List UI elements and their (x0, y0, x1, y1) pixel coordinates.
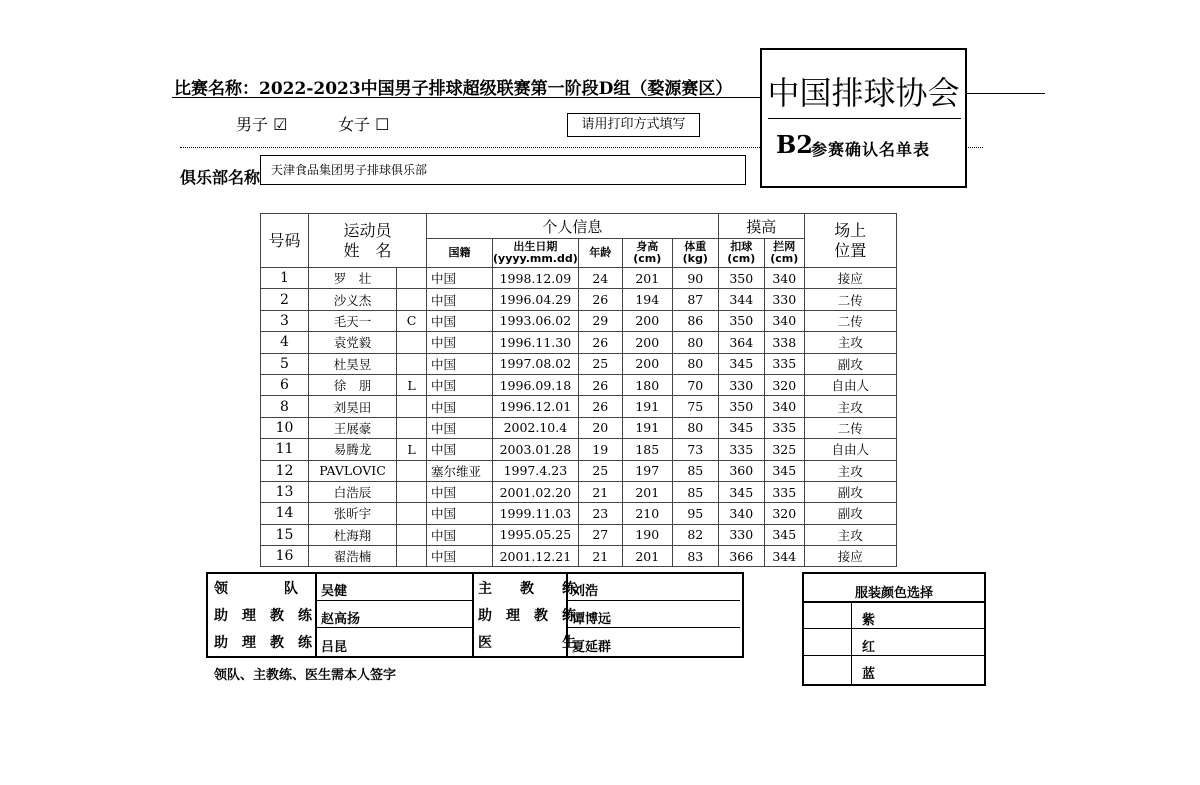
leader-label: 领 队 (214, 581, 298, 597)
header-nationality: 国籍 (427, 239, 493, 268)
header-block-label: 拦网 (773, 240, 796, 253)
header-weight-unit: (kg) (682, 252, 708, 265)
assistant-coach-name[interactable]: 谭博远 (572, 612, 612, 627)
player-height: 185 (622, 439, 672, 460)
player-block-reach: 338 (764, 332, 804, 353)
player-name: 毛天一 (309, 310, 397, 331)
player-number: 14 (261, 503, 309, 524)
player-block-reach: 340 (764, 396, 804, 417)
player-weight: 85 (672, 481, 718, 502)
player-age: 26 (578, 289, 622, 310)
player-role (397, 396, 427, 417)
staff-box (206, 572, 744, 658)
header-block-unit: (cm) (770, 252, 799, 265)
player-position: 副攻 (804, 353, 896, 374)
color-option-blue[interactable]: 蓝 (862, 667, 876, 682)
header-rule-right (965, 93, 1045, 94)
player-name: 袁党毅 (309, 332, 397, 353)
doctor-label: 医 生 (478, 635, 576, 651)
player-birth-date: 1993.06.02 (493, 310, 579, 331)
player-nationality: 中国 (427, 481, 493, 502)
color-option-red[interactable]: 红 (862, 640, 876, 655)
player-weight: 80 (672, 332, 718, 353)
player-name: PAVLOVIC (309, 460, 397, 481)
header-spike-label: 扣球 (730, 240, 753, 253)
assistant-coach-name[interactable]: 吕昆 (321, 640, 348, 655)
color-divider (804, 628, 984, 629)
player-block-reach: 335 (764, 353, 804, 374)
form-name: 参赛确认名单表 (811, 140, 931, 159)
player-height: 190 (622, 524, 672, 545)
header-athlete-line2: 姓 名 (343, 240, 392, 260)
player-birth-date: 1996.12.01 (493, 396, 579, 417)
player-number: 1 (261, 268, 309, 289)
player-height: 191 (622, 396, 672, 417)
player-birth-date: 1995.05.25 (493, 524, 579, 545)
player-number: 8 (261, 396, 309, 417)
player-weight: 83 (672, 546, 718, 567)
header-height (622, 239, 672, 268)
dotted-separator (180, 147, 760, 148)
player-block-reach: 320 (764, 374, 804, 395)
player-position: 接应 (804, 546, 896, 567)
player-role (397, 460, 427, 481)
player-name: 沙义杰 (309, 289, 397, 310)
staff-row-line (317, 627, 472, 628)
player-age: 19 (578, 439, 622, 460)
header-personal-info: 个人信息 (427, 214, 719, 239)
table-row (261, 353, 897, 374)
player-nationality: 中国 (427, 374, 493, 395)
player-weight: 90 (672, 268, 718, 289)
player-height: 200 (622, 353, 672, 374)
header-birth (493, 239, 579, 268)
player-spike-reach: 360 (718, 460, 764, 481)
player-age: 21 (578, 481, 622, 502)
player-block-reach: 335 (764, 481, 804, 502)
player-birth-date: 1997.4.23 (493, 460, 579, 481)
player-spike-reach: 345 (718, 353, 764, 374)
header-birth-format: (yyyy.mm.dd) (493, 252, 578, 265)
player-age: 25 (578, 460, 622, 481)
staff-row-line (568, 600, 740, 601)
player-age: 26 (578, 396, 622, 417)
player-height: 201 (622, 546, 672, 567)
header-athlete (309, 214, 427, 268)
player-nationality: 塞尔维亚 (427, 460, 493, 481)
player-role: L (397, 374, 427, 395)
player-role (397, 417, 427, 438)
table-row (261, 417, 897, 438)
header-position (804, 214, 896, 268)
player-position: 二传 (804, 310, 896, 331)
player-spike-reach: 344 (718, 289, 764, 310)
player-number: 6 (261, 374, 309, 395)
player-role (397, 332, 427, 353)
player-height: 201 (622, 268, 672, 289)
player-nationality: 中国 (427, 417, 493, 438)
player-spike-reach: 345 (718, 417, 764, 438)
player-spike-reach: 350 (718, 310, 764, 331)
player-number: 16 (261, 546, 309, 567)
table-row (261, 374, 897, 395)
player-block-reach: 325 (764, 439, 804, 460)
player-role (397, 546, 427, 567)
assistant-coach-label: 助 理 教 练 (214, 635, 312, 651)
player-position: 主攻 (804, 332, 896, 353)
player-position: 二传 (804, 417, 896, 438)
uniform-color-title: 服装颜色选择 (854, 586, 933, 601)
gender-male-checkbox[interactable]: 男子 ☑ (236, 115, 288, 134)
player-spike-reach: 350 (718, 396, 764, 417)
player-weight: 85 (672, 460, 718, 481)
table-row (261, 396, 897, 417)
player-number: 12 (261, 460, 309, 481)
leader-name[interactable]: 吴健 (321, 584, 348, 599)
player-block-reach: 330 (764, 289, 804, 310)
association-box (760, 48, 967, 188)
player-number: 11 (261, 439, 309, 460)
player-weight: 95 (672, 503, 718, 524)
player-role (397, 289, 427, 310)
player-nationality: 中国 (427, 396, 493, 417)
player-spike-reach: 335 (718, 439, 764, 460)
doctor-name[interactable]: 夏延群 (572, 640, 612, 655)
header-height-unit: (cm) (633, 252, 662, 265)
player-number: 15 (261, 524, 309, 545)
player-name: 白浩辰 (309, 481, 397, 502)
player-weight: 82 (672, 524, 718, 545)
player-age: 26 (578, 374, 622, 395)
player-position: 主攻 (804, 460, 896, 481)
player-position: 副攻 (804, 481, 896, 502)
table-row (261, 481, 897, 502)
player-birth-date: 1996.09.18 (493, 374, 579, 395)
player-birth-date: 2002.10.4 (493, 417, 579, 438)
title-underline (172, 97, 760, 98)
assistant-coach-label: 助 理 教 练 (214, 608, 312, 624)
header-reach: 摸高 (718, 214, 804, 239)
player-weight: 87 (672, 289, 718, 310)
header-weight-label: 体重 (684, 240, 707, 253)
uniform-color-box (802, 572, 986, 686)
roster-body (261, 268, 897, 567)
player-number: 2 (261, 289, 309, 310)
player-role: L (397, 439, 427, 460)
player-weight: 70 (672, 374, 718, 395)
header-athlete-line1: 运动员 (343, 220, 392, 240)
roster-table (260, 213, 897, 567)
player-name: 王展豪 (309, 417, 397, 438)
player-nationality: 中国 (427, 503, 493, 524)
head-coach-label: 主 教 练 (478, 581, 576, 597)
player-weight: 75 (672, 396, 718, 417)
player-birth-date: 1999.11.03 (493, 503, 579, 524)
table-row (261, 310, 897, 331)
color-option-purple[interactable]: 紫 (862, 613, 876, 628)
player-role (397, 503, 427, 524)
player-weight: 80 (672, 353, 718, 374)
player-spike-reach: 330 (718, 524, 764, 545)
player-name: 杜昊昱 (309, 353, 397, 374)
header-number: 号码 (261, 214, 309, 268)
player-nationality: 中国 (427, 332, 493, 353)
header-age: 年龄 (578, 239, 622, 268)
player-role (397, 524, 427, 545)
player-weight: 73 (672, 439, 718, 460)
player-birth-date: 2001.12.21 (493, 546, 579, 567)
table-row (261, 460, 897, 481)
player-height: 180 (622, 374, 672, 395)
color-divider (804, 601, 984, 603)
table-row (261, 546, 897, 567)
player-age: 23 (578, 503, 622, 524)
player-block-reach: 345 (764, 524, 804, 545)
player-name: 罗 壮 (309, 268, 397, 289)
table-row (261, 289, 897, 310)
header-spike-unit: (cm) (727, 252, 756, 265)
player-role: C (397, 310, 427, 331)
player-nationality: 中国 (427, 439, 493, 460)
player-spike-reach: 340 (718, 503, 764, 524)
player-role (397, 268, 427, 289)
header-weight (672, 239, 718, 268)
header-height-label: 身高 (636, 240, 659, 253)
player-role (397, 481, 427, 502)
player-name: 刘昊田 (309, 396, 397, 417)
player-height: 191 (622, 417, 672, 438)
player-name: 张昕宇 (309, 503, 397, 524)
player-birth-date: 1997.08.02 (493, 353, 579, 374)
player-nationality: 中国 (427, 310, 493, 331)
player-age: 24 (578, 268, 622, 289)
player-number: 5 (261, 353, 309, 374)
player-name: 翟浩楠 (309, 546, 397, 567)
table-row (261, 439, 897, 460)
color-divider (804, 655, 984, 656)
player-block-reach: 344 (764, 546, 804, 567)
player-nationality: 中国 (427, 353, 493, 374)
player-age: 29 (578, 310, 622, 331)
match-title: 比赛名称：2022-2023中国男子排球超级联赛第一阶段D组（婺源赛区） (174, 79, 733, 99)
assistant-coach-label: 助 理 教 练 (478, 608, 576, 624)
player-role (397, 353, 427, 374)
player-number: 4 (261, 332, 309, 353)
association-divider (768, 118, 961, 119)
color-column-divider (851, 601, 852, 684)
player-block-reach: 320 (764, 503, 804, 524)
player-nationality: 中国 (427, 268, 493, 289)
player-age: 21 (578, 546, 622, 567)
header-position-line1: 场上 (834, 220, 867, 240)
player-nationality: 中国 (427, 289, 493, 310)
player-spike-reach: 364 (718, 332, 764, 353)
player-number: 13 (261, 481, 309, 502)
player-height: 200 (622, 310, 672, 331)
player-birth-date: 1996.11.30 (493, 332, 579, 353)
player-number: 3 (261, 310, 309, 331)
player-birth-date: 1996.04.29 (493, 289, 579, 310)
player-position: 副攻 (804, 503, 896, 524)
player-height: 194 (622, 289, 672, 310)
table-row (261, 332, 897, 353)
signature-note: 领队、主教练、医生需本人签字 (214, 668, 397, 683)
player-spike-reach: 350 (718, 268, 764, 289)
print-note: 请用打印方式填写 (567, 113, 700, 137)
staff-divider (472, 574, 474, 656)
player-spike-reach: 345 (718, 481, 764, 502)
header-block (764, 239, 804, 268)
player-block-reach: 345 (764, 460, 804, 481)
player-birth-date: 1998.12.09 (493, 268, 579, 289)
player-name: 杜海翔 (309, 524, 397, 545)
assistant-coach-name[interactable]: 赵高扬 (321, 612, 361, 627)
player-position: 自由人 (804, 374, 896, 395)
gender-female-checkbox[interactable]: 女子 ☐ (338, 115, 390, 134)
player-position: 二传 (804, 289, 896, 310)
player-nationality: 中国 (427, 524, 493, 545)
form-code: B2 (776, 130, 813, 159)
player-block-reach: 335 (764, 417, 804, 438)
header-position-line2: 位置 (834, 240, 867, 260)
player-position: 接应 (804, 268, 896, 289)
player-weight: 80 (672, 417, 718, 438)
player-block-reach: 340 (764, 268, 804, 289)
player-position: 自由人 (804, 439, 896, 460)
player-name: 徐 朋 (309, 374, 397, 395)
player-age: 25 (578, 353, 622, 374)
player-age: 20 (578, 417, 622, 438)
club-name-field[interactable]: 天津食品集团男子排球俱乐部 (260, 155, 746, 185)
player-age: 26 (578, 332, 622, 353)
header-spike (718, 239, 764, 268)
player-position: 主攻 (804, 524, 896, 545)
player-nationality: 中国 (427, 546, 493, 567)
player-weight: 86 (672, 310, 718, 331)
staff-row-line (568, 627, 740, 628)
player-age: 27 (578, 524, 622, 545)
player-spike-reach: 330 (718, 374, 764, 395)
player-number: 10 (261, 417, 309, 438)
player-height: 210 (622, 503, 672, 524)
player-spike-reach: 366 (718, 546, 764, 567)
player-height: 200 (622, 332, 672, 353)
staff-divider (315, 574, 317, 656)
table-row (261, 268, 897, 289)
player-name: 易腾龙 (309, 439, 397, 460)
player-position: 主攻 (804, 396, 896, 417)
player-height: 201 (622, 481, 672, 502)
player-birth-date: 2003.01.28 (493, 439, 579, 460)
dotted-separator-right (965, 147, 983, 148)
player-birth-date: 2001.02.20 (493, 481, 579, 502)
table-row (261, 503, 897, 524)
association-name: 中国排球协会 (767, 74, 960, 112)
table-row (261, 524, 897, 545)
player-block-reach: 340 (764, 310, 804, 331)
club-label: 俱乐部名称 (180, 168, 261, 187)
head-coach-name[interactable]: 刘浩 (572, 584, 599, 599)
header-birth-label: 出生日期 (513, 240, 558, 253)
staff-row-line (317, 600, 472, 601)
player-height: 197 (622, 460, 672, 481)
